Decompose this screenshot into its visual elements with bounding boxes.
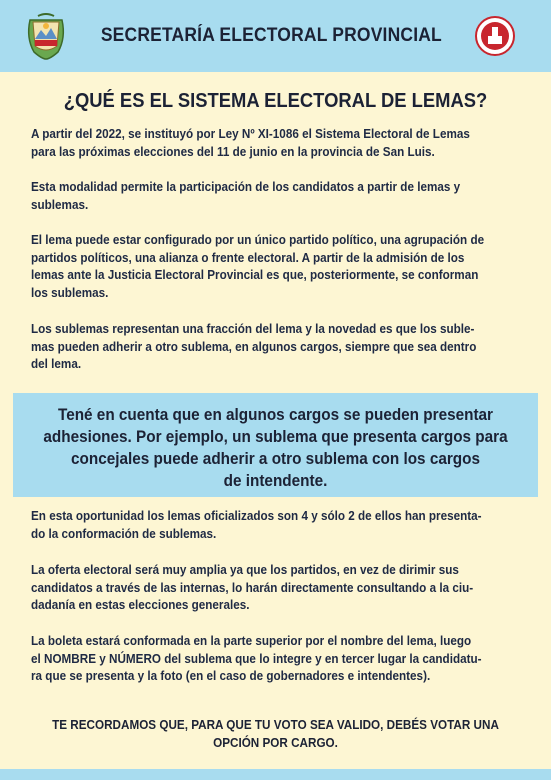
text-line: do la conformación de sublemas. — [31, 525, 217, 541]
paragraph-modalidad — [31, 178, 541, 213]
text-line: lemas ante la Justicia Electoral Provincial es que, posteriormente, se conforman — [31, 267, 479, 282]
paragraph-oficializados — [31, 507, 541, 542]
paragraph-boleta — [31, 632, 541, 685]
text-line: dadanía en estas elecciones generales. — [31, 597, 250, 612]
text-line: sublemas. — [31, 196, 89, 212]
callout-line: concejales puede adherir a otro sublema con los cargos — [71, 449, 480, 468]
text-line: La boleta estará conformada en la parte superior por el nombre del lema, luego — [31, 633, 472, 648]
provincial-seal-icon — [24, 12, 68, 60]
text-line: mas pueden adherir a otro sublema, en algunos cargos, siempre que sea dentro — [31, 338, 477, 354]
callout-line: adhesiones. Por ejemplo, un sublema que presenta cargos para — [43, 427, 508, 446]
text-line: candidatos a través de las internas, lo harán directamente consultando a la ciu- — [31, 579, 474, 595]
paragraph-oferta — [31, 561, 541, 614]
footer-band — [0, 769, 551, 780]
text-line: ra que se presenta y la foto (en el caso de gobernadores e intendentes). — [31, 668, 431, 683]
reminder-line: TE RECORDAMOS QUE, PARA QUE TU VOTO SEA VALIDO, DEBÉS VOTAR UNA — [52, 717, 499, 732]
text-line: Esta modalidad permite la participación de los candidatos a partir de lemas y — [31, 179, 461, 194]
callout-line: de intendente. — [223, 471, 328, 490]
text-line: del lema. — [31, 356, 82, 371]
paragraph-ley — [31, 125, 541, 160]
text-line: el NOMBRE y NÚMERO del sublema que lo integre y en tercer lugar la candidatu- — [31, 650, 482, 666]
paragraph-sublemas — [31, 320, 541, 373]
header-band — [0, 0, 551, 72]
text-line: Los sublemas representan una fracción del lema y la novedad es que los suble- — [31, 321, 475, 336]
reminder-line: OPCIÓN POR CARGO. — [213, 735, 338, 750]
text-line: El lema puede estar configurado por un único partido político, una agrupación de — [31, 232, 485, 247]
electoral-secretariat-logo — [475, 16, 515, 56]
text-line: A partir del 2022, se instituyó por Ley Nº XI-1086 el Sistema Electoral de Lemas — [31, 126, 470, 141]
text-line: partidos políticos, una alianza o frente electoral. A partir de la admisión de los — [31, 249, 465, 265]
text-line: En esta oportunidad los lemas oficializados son 4 y sólo 2 de ellos han presenta- — [31, 508, 482, 523]
paragraph-lema — [31, 231, 541, 301]
text-line: La oferta electoral será muy amplia ya que los partidos, en vez de dirimir sus — [31, 562, 459, 577]
text-line: los sublemas. — [31, 284, 109, 300]
callout-line: Tené en cuenta que en algunos cargos se pueden presentar — [57, 405, 494, 424]
callout-box — [13, 393, 538, 497]
header-title: SECRETARÍA ELECTORAL PROVINCIAL — [100, 25, 443, 46]
text-line: para las próximas elecciones del 11 de junio en la provincia de San Luis. — [31, 143, 435, 159]
reminder-text — [0, 716, 551, 752]
main-title: ¿QUÉ ES EL SISTEMA ELECTORAL DE LEMAS? — [63, 90, 488, 112]
